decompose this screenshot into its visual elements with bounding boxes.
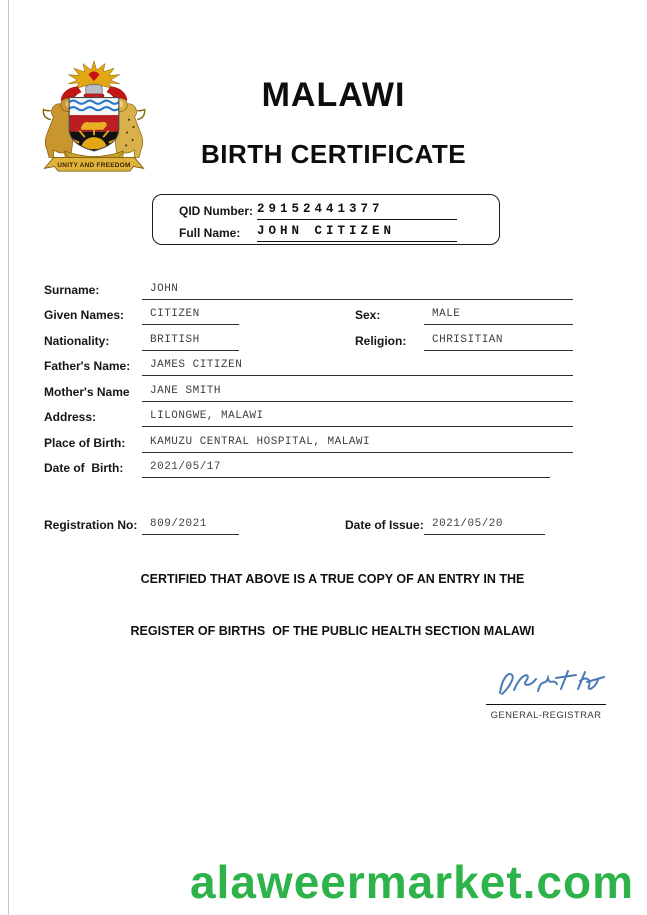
full-name-label: Full Name: (179, 226, 241, 240)
mothers-name-value: JANE SMITH (142, 385, 573, 402)
qid-number-label: QID Number: (179, 204, 254, 218)
signature-line (486, 704, 606, 705)
country-title: MALAWI (261, 76, 406, 114)
qid-number-value: 29152441377 (257, 202, 457, 220)
address-label: Address: (44, 410, 97, 424)
registrar-signature-icon (492, 663, 617, 703)
signature-ink (500, 671, 604, 694)
given-names-value: CITIZEN (142, 308, 239, 325)
nationality-label: Nationality: (44, 334, 110, 348)
registration-no-value: 809/2021 (142, 518, 239, 535)
religion-label: Religion: (355, 334, 407, 348)
surname-value: JOHN (142, 283, 573, 300)
date-of-issue-value: 2021/05/20 (424, 518, 545, 535)
sex-label: Sex: (355, 308, 381, 322)
sex-value: MALE (424, 308, 573, 325)
mothers-name-label: Mother's Name (44, 385, 130, 399)
address-value: LILONGWE, MALAWI (142, 410, 573, 427)
certification-line-1: CERTIFIED THAT ABOVE IS A TRUE COPY OF AN ENTRY IN THE (140, 572, 525, 586)
watermark: alaweermarket.com (189, 856, 634, 908)
date-of-birth-value: 2021/05/17 (142, 461, 550, 478)
registrar-title: GENERAL-REGISTRAR (490, 710, 602, 721)
religion-value: CHRISITIAN (424, 334, 573, 351)
surname-label: Surname: (44, 283, 100, 297)
date-of-issue-label: Date of Issue: (345, 518, 424, 532)
document-title: BIRTH CERTIFICATE (200, 139, 467, 169)
given-names-label: Given Names: (44, 308, 125, 322)
qid-box (152, 194, 500, 245)
registration-no-label: Registration No: (44, 518, 138, 532)
date-of-birth-label: Date of Birth: (44, 461, 124, 475)
motto-text: UNITY AND FREEDOM (57, 162, 131, 170)
place-of-birth-value: KAMUZU CENTRAL HOSPITAL, MALAWI (142, 436, 573, 453)
nationality-value: BRITISH (142, 334, 239, 351)
full-name-value: JOHN CITIZEN (257, 224, 457, 242)
fathers-name-label: Father's Name: (44, 359, 131, 373)
certification-line-2: REGISTER OF BIRTHS OF THE PUBLIC HEALTH SECTION MALAWI (130, 624, 535, 638)
page-edge-line (8, 0, 9, 915)
place-of-birth-label: Place of Birth: (44, 436, 126, 450)
fathers-name-value: JAMES CITIZEN (142, 359, 573, 376)
